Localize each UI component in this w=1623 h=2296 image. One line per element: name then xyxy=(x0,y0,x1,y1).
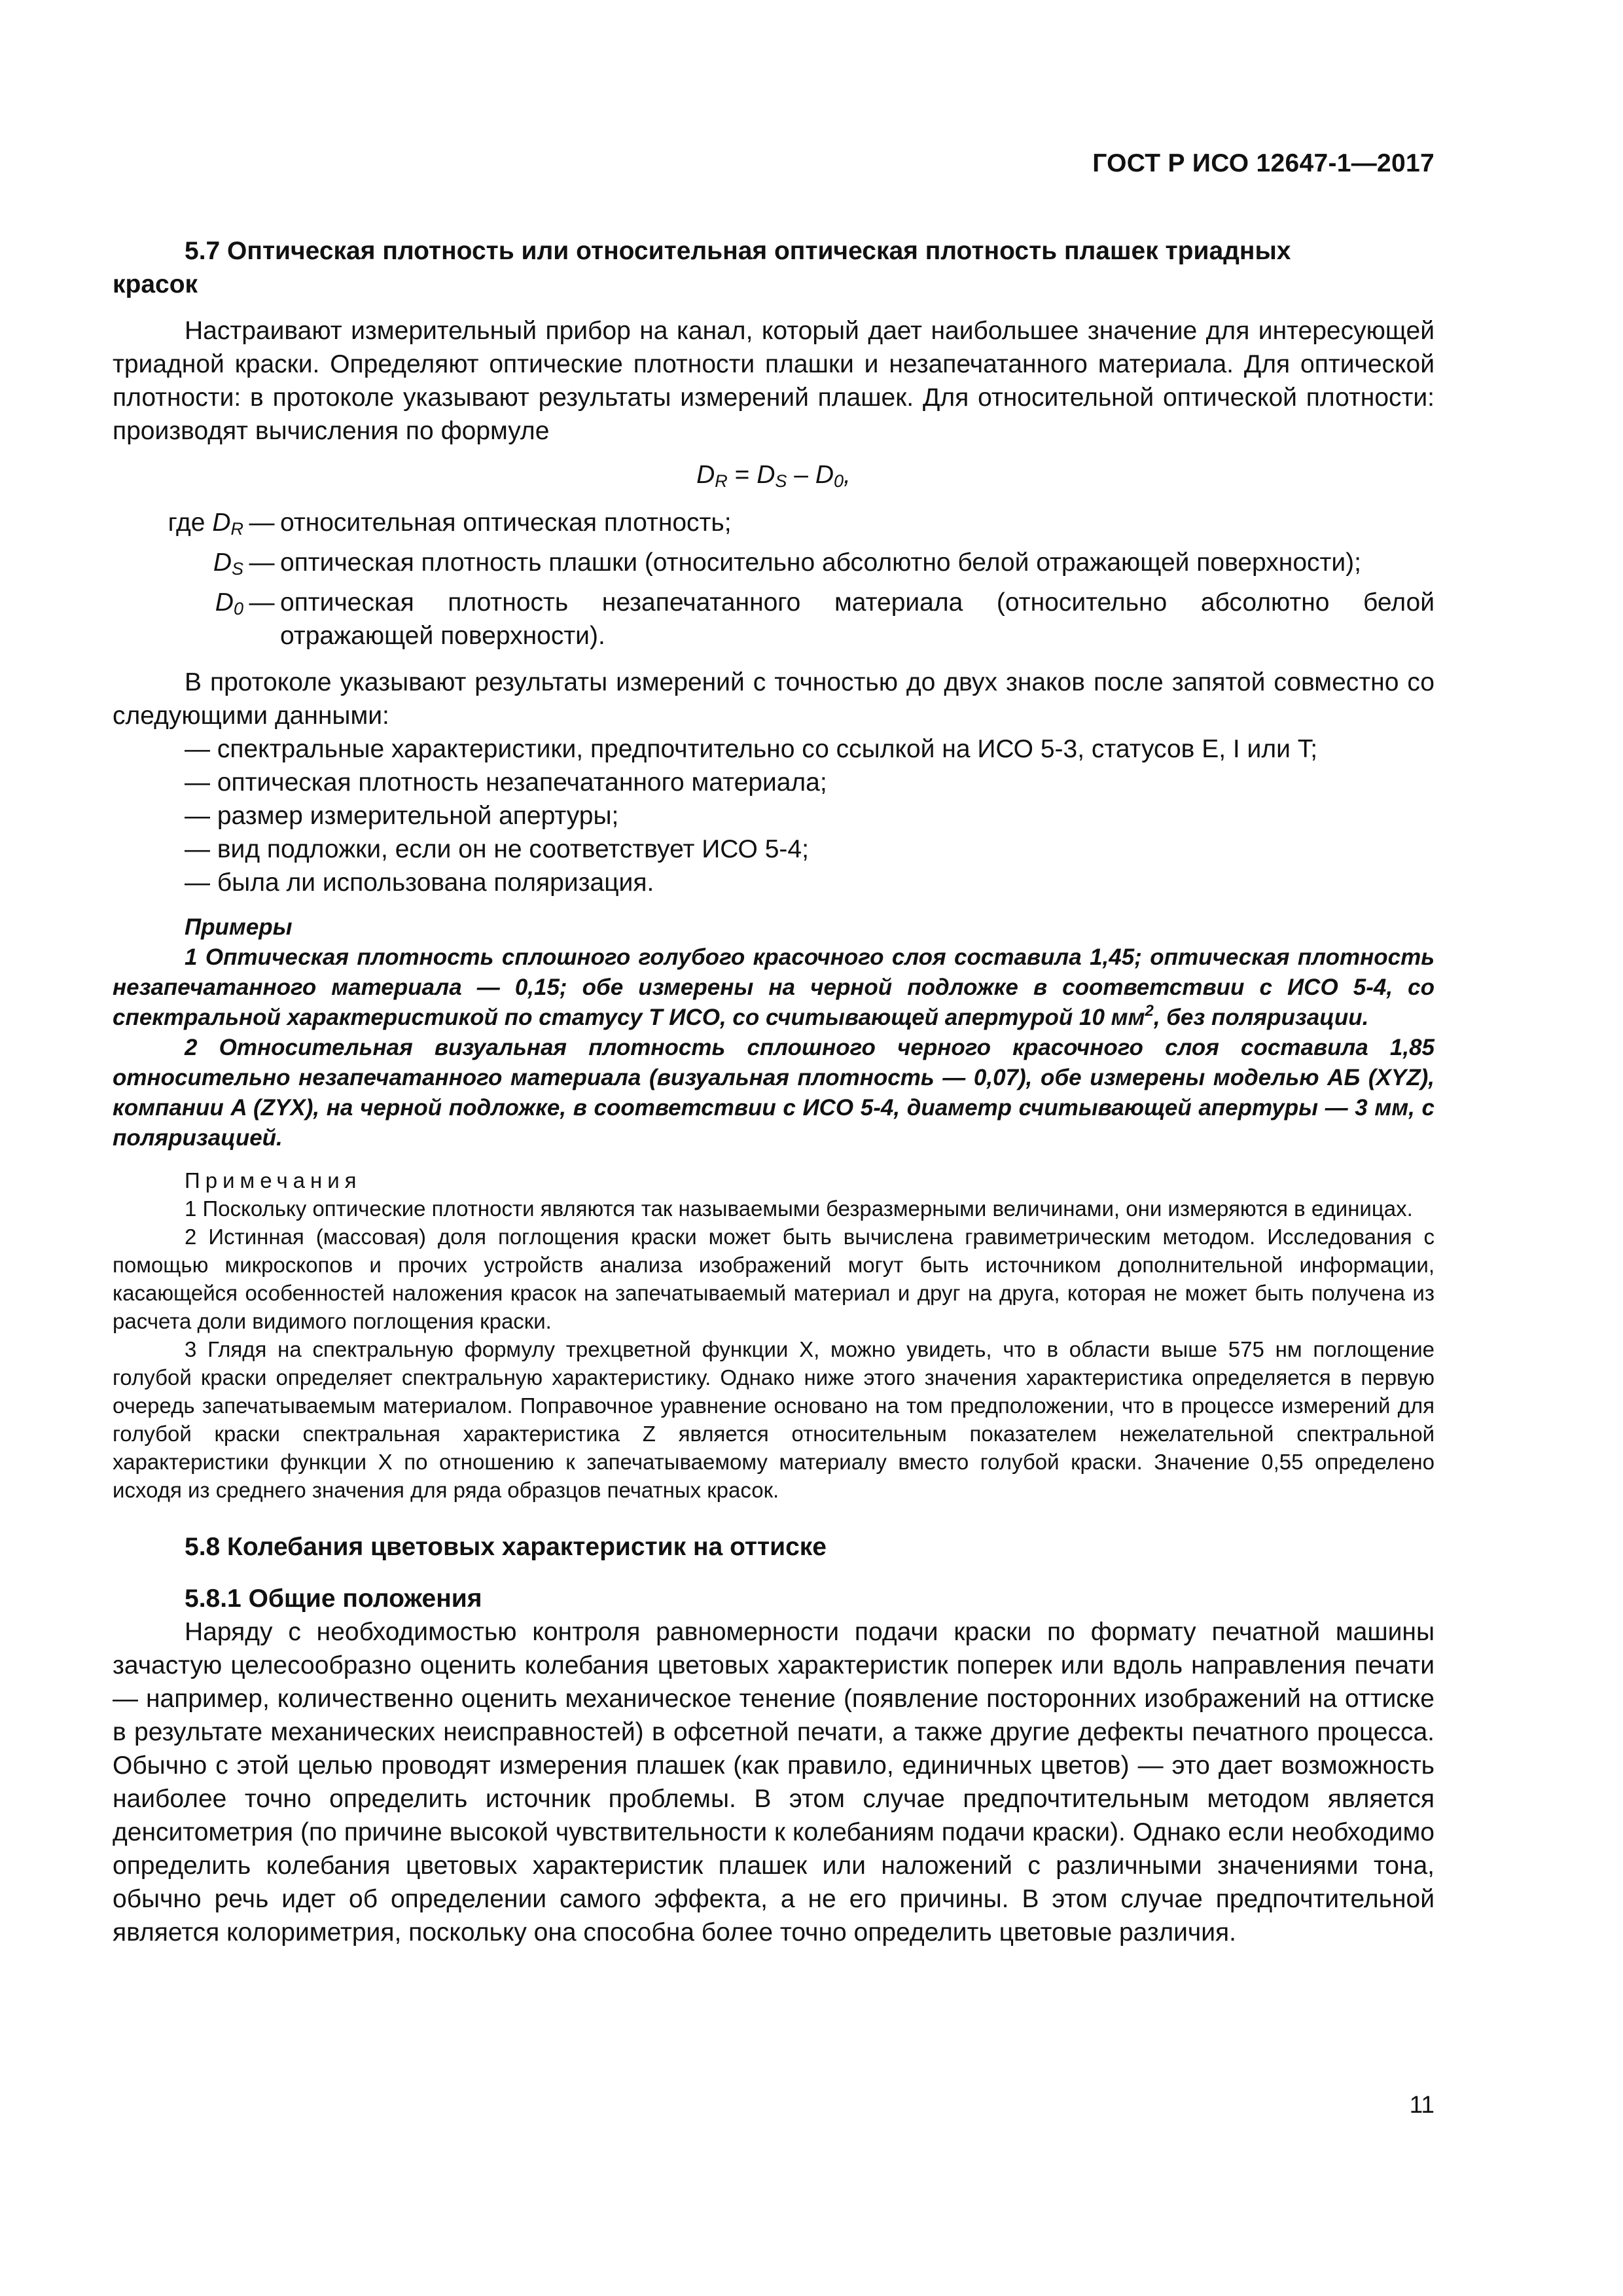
notes-block xyxy=(113,1166,1435,1504)
section-5-7-paragraph-1: Настраивают измерительный прибор на канал, который дает наибольшее значение для интересующей триадной краски. Определяют оптические плотности плашки и незапечатанного материала. Для оптической плотности: в протоколе указывают результаты измерений плашек. Для относительной оптической плотности: производят вычисления по формуле xyxy=(113,317,1435,445)
section-5-8-heading: 5.8 Колебания цветовых характеристик на оттиске xyxy=(185,1533,827,1561)
note-3: 3 Глядя на спектральную формулу трехцветной функции X, можно увидеть, что в области выше 575 нм поглощение голубой краски определяет спектральную характеристику. Однако ниже этого значения характеристика определяется в первую очередь запечатываемым материалом. Поправочное уравнение основано на том предположении, что в процессе измерений для голубой краски спектральная характеристика Z является относительным показателем нежелательной спектральной характеристики функции X по отношению к запечатываемому материалу вместо голубой краски. Значение 0,55 определено исходя из среднего значения для ряда образцов печатных красок. xyxy=(113,1337,1435,1502)
list-item: — спектральные характеристики, предпочтительно со ссылкой на ИСО 5-3, статусов E, I или T; xyxy=(185,735,1318,763)
legend-row: $D_S$ — оптическая плотность плашки (относительно абсолютно белой отражающей поверхности); xyxy=(113,546,1435,586)
legend-text: относительная оптическая плотность; xyxy=(280,509,732,537)
examples-block xyxy=(113,912,1435,1153)
document-code-header: ГОСТ Р ИСО 12647-1—2017 xyxy=(1092,149,1435,177)
note-2: 2 Истинная (массовая) доля поглощения краски может быть вычислена гравиметрическим методом. Исследования с помощью микроскопов и прочих устройств анализа изображений могут быть источником дополнительной информации, касающейся особенностей наложения красок на запечатываемый материал и друг на друга, которая не может быть получена из расчета доли видимого поглощения краски. xyxy=(113,1225,1435,1333)
legend-text: оптическая плотность незапечатанного материала (относительно абсолютно белой отражающей поверхности). xyxy=(280,588,1435,650)
density-formula: $D_R = D_S - D_0$, xyxy=(696,461,851,491)
legend-text: оптическая плотность плашки (относительно абсолютно белой отражающей поверхности); xyxy=(280,548,1361,577)
example-2: 2 Относительная визуальная плотность сплошного черного красочного слоя составила 1,85 относительно незапечатанного материала (визуальная плотность — 0,07), обе измерены моделью АБ (XYZ), компании A (ZYX), на черной подложке, в соответствии с ИСО 5-4, диаметр считывающей апертуры — 3 мм, с поляризацией. xyxy=(113,1035,1435,1151)
legend-row: $D_0$ — оптическая плотность незапечатанного материала (относительно абсолютно белой отражающей поверхности). xyxy=(113,586,1435,653)
section-5-7-paragraph-2: В протоколе указывают результаты измерений с точностью до двух знаков после запятой совместно со следующими данными: xyxy=(113,668,1435,730)
section-5-7-heading xyxy=(113,234,1435,301)
examples-title: Примеры xyxy=(185,914,293,940)
page-content xyxy=(113,234,1435,1949)
section-5-8-1-paragraph: Наряду с необходимостью контроля равномерности подачи краски по формату печатной машины зачастую целесообразно оценить колебания цветовых характеристик поперек или вдоль направления печати — например, количественно оценить механическое тенение (появление посторонних изображений на оттиске в результате механических неисправностей) в офсетной печати, а также другие дефекты печатного процесса. Обычно с этой целью проводят измерения плашек (как правило, единичных цветов) — это дает возможность наиболее точно определить источник проблемы. В этом случае предпочтительным методом является денситометрия (по причине высокой чувствительности к колебаниям подачи краски). Однако если необходимо определить колебания цветовых характеристик плашек или наложений с различными значениями тона, обычно речь идет об определении самого эффекта, а не его причины. В этом случае предпочтительной является колориметрия, поскольку она способна более точно определить цветовые различия. xyxy=(113,1618,1435,1946)
note-1: 1 Поскольку оптические плотности являются так называемыми безразмерными величинами, они измеряются в единицах. xyxy=(185,1196,1413,1221)
list-item: — вид подложки, если он не соответствует ИСО 5-4; xyxy=(185,835,809,863)
notes-title: Примечания xyxy=(185,1168,362,1193)
formula-legend xyxy=(113,506,1435,653)
example-1: 1 Оптическая плотность сплошного голубого красочного слоя составила 1,45; оптическая плотность незапечатанного материала — 0,15; обе измерены на черной подложке в соответствии с ИСО 5-4, со спектральной характеристикой по статусу T ИСО, со считывающей апертурой 10 $мм^2$, без поляризации. xyxy=(113,944,1435,1030)
section-5-7-heading-line1: 5.7 Оптическая плотность или относительная оптическая плотность плашек триадных xyxy=(185,237,1291,265)
page-number: 11 xyxy=(1409,2091,1435,2118)
report-data-list xyxy=(113,732,1435,899)
legend-row: где $D_R$ — относительная оптическая плотность; xyxy=(113,506,1435,546)
list-item: — размер измерительной апертуры; xyxy=(185,802,619,830)
list-item: — оптическая плотность незапечатанного материала; xyxy=(185,768,827,797)
where-label: где xyxy=(168,509,205,537)
list-item: — была ли использована поляризация. xyxy=(185,869,654,897)
section-5-7-heading-line2: красок xyxy=(113,270,198,298)
section-5-8-1-heading: 5.8.1 Общие положения xyxy=(185,1585,482,1613)
